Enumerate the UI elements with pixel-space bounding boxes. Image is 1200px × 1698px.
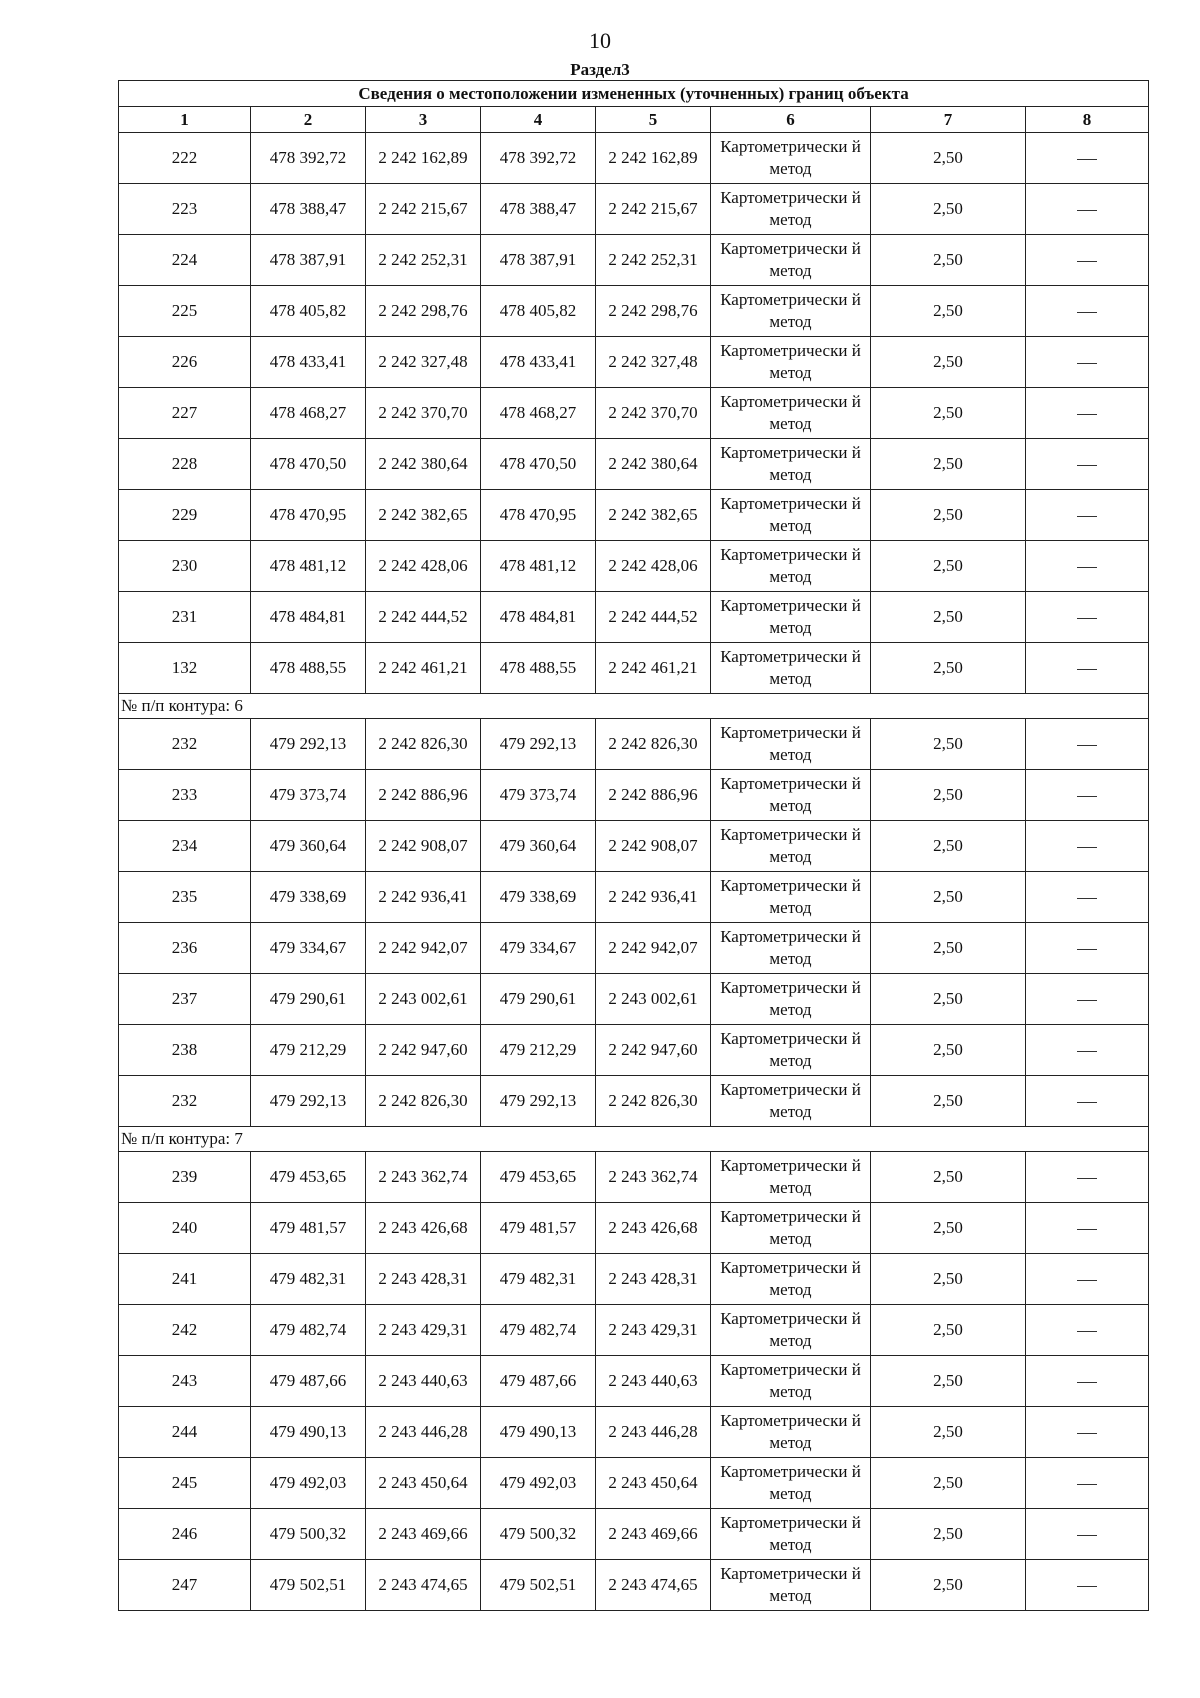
method-cell: Картометрически й метод [711,592,871,643]
description-cell [1026,541,1149,592]
point-number-cell: 132 [119,643,251,694]
column-header: 4 [481,107,596,133]
accuracy-cell: 2,50 [871,1356,1026,1407]
x-coordinate-new-cell: 478 484,81 [481,592,596,643]
table-row [119,770,1149,821]
accuracy-cell: 2,50 [871,1025,1026,1076]
point-number-cell: 227 [119,388,251,439]
y-coordinate-cell: 2 242 908,07 [366,821,481,872]
dash-icon [1077,669,1097,670]
description-cell [1026,1076,1149,1127]
method-cell: Картометрически й метод [711,1305,871,1356]
table-row [119,235,1149,286]
y-coordinate-cell: 2 243 450,64 [366,1458,481,1509]
method-cell: Картометрически й метод [711,719,871,770]
y-coordinate-cell: 2 242 162,89 [366,133,481,184]
table-row [119,490,1149,541]
y-coordinate-new-cell: 2 242 826,30 [596,1076,711,1127]
dash-icon [1077,1535,1097,1536]
point-number-cell: 247 [119,1560,251,1611]
y-coordinate-cell: 2 242 252,31 [366,235,481,286]
y-coordinate-cell: 2 243 426,68 [366,1203,481,1254]
table-row [119,1356,1149,1407]
x-coordinate-cell: 479 334,67 [251,923,366,974]
accuracy-cell: 2,50 [871,821,1026,872]
y-coordinate-new-cell: 2 243 440,63 [596,1356,711,1407]
x-coordinate-new-cell: 479 492,03 [481,1458,596,1509]
x-coordinate-cell: 478 488,55 [251,643,366,694]
table-row [119,1458,1149,1509]
accuracy-cell: 2,50 [871,974,1026,1025]
x-coordinate-cell: 479 292,13 [251,719,366,770]
y-coordinate-new-cell: 2 242 428,06 [596,541,711,592]
point-number-cell: 239 [119,1152,251,1203]
description-cell [1026,439,1149,490]
accuracy-cell: 2,50 [871,923,1026,974]
description-cell [1026,133,1149,184]
x-coordinate-cell: 479 492,03 [251,1458,366,1509]
dash-icon [1077,618,1097,619]
description-cell [1026,388,1149,439]
table-row [119,1407,1149,1458]
y-coordinate-cell: 2 243 440,63 [366,1356,481,1407]
x-coordinate-new-cell: 479 292,13 [481,719,596,770]
y-coordinate-new-cell: 2 243 474,65 [596,1560,711,1611]
y-coordinate-new-cell: 2 242 252,31 [596,235,711,286]
dash-icon [1077,745,1097,746]
x-coordinate-new-cell: 478 405,82 [481,286,596,337]
y-coordinate-cell: 2 242 444,52 [366,592,481,643]
description-cell [1026,1356,1149,1407]
column-header: 3 [366,107,481,133]
dash-icon [1077,1331,1097,1332]
point-number-cell: 243 [119,1356,251,1407]
table-body [119,133,1149,1611]
description-cell [1026,974,1149,1025]
accuracy-cell: 2,50 [871,1203,1026,1254]
point-number-cell: 224 [119,235,251,286]
y-coordinate-new-cell: 2 242 908,07 [596,821,711,872]
method-cell: Картометрически й метод [711,1203,871,1254]
method-cell: Картометрически й метод [711,1152,871,1203]
method-cell: Картометрически й метод [711,541,871,592]
column-header: 5 [596,107,711,133]
point-number-cell: 226 [119,337,251,388]
description-cell [1026,235,1149,286]
method-cell: Картометрически й метод [711,974,871,1025]
method-cell: Картометрически й метод [711,1254,871,1305]
x-coordinate-cell: 478 470,95 [251,490,366,541]
description-cell [1026,821,1149,872]
y-coordinate-cell: 2 242 382,65 [366,490,481,541]
y-coordinate-new-cell: 2 242 382,65 [596,490,711,541]
table-row [119,133,1149,184]
page-number: 10 [589,28,611,53]
x-coordinate-cell: 479 482,31 [251,1254,366,1305]
point-number-cell: 225 [119,286,251,337]
description-cell [1026,1305,1149,1356]
y-coordinate-new-cell: 2 242 826,30 [596,719,711,770]
accuracy-cell: 2,50 [871,1509,1026,1560]
y-coordinate-new-cell: 2 242 942,07 [596,923,711,974]
y-coordinate-new-cell: 2 242 370,70 [596,388,711,439]
x-coordinate-cell: 478 484,81 [251,592,366,643]
x-coordinate-new-cell: 478 468,27 [481,388,596,439]
y-coordinate-new-cell: 2 242 936,41 [596,872,711,923]
description-cell [1026,719,1149,770]
column-header: 2 [251,107,366,133]
accuracy-cell: 2,50 [871,1305,1026,1356]
y-coordinate-new-cell: 2 242 461,21 [596,643,711,694]
x-coordinate-new-cell: 479 482,74 [481,1305,596,1356]
table-row [119,821,1149,872]
description-cell [1026,643,1149,694]
y-coordinate-cell: 2 242 215,67 [366,184,481,235]
column-header-row [119,107,1149,133]
dash-icon [1077,465,1097,466]
description-cell [1026,286,1149,337]
point-number-cell: 244 [119,1407,251,1458]
description-cell [1026,1152,1149,1203]
method-cell: Картометрически й метод [711,133,871,184]
accuracy-cell: 2,50 [871,1254,1026,1305]
point-number-cell: 233 [119,770,251,821]
description-cell [1026,1407,1149,1458]
method-cell: Картометрически й метод [711,235,871,286]
accuracy-cell: 2,50 [871,770,1026,821]
accuracy-cell: 2,50 [871,719,1026,770]
table-row [119,923,1149,974]
y-coordinate-new-cell: 2 243 002,61 [596,974,711,1025]
table-row [119,1152,1149,1203]
y-coordinate-new-cell: 2 243 428,31 [596,1254,711,1305]
point-number-cell: 232 [119,719,251,770]
method-cell: Картометрически й метод [711,388,871,439]
y-coordinate-cell: 2 243 002,61 [366,974,481,1025]
x-coordinate-new-cell: 478 433,41 [481,337,596,388]
accuracy-cell: 2,50 [871,1458,1026,1509]
y-coordinate-cell: 2 242 327,48 [366,337,481,388]
y-coordinate-new-cell: 2 243 426,68 [596,1203,711,1254]
accuracy-cell: 2,50 [871,490,1026,541]
table-row [119,439,1149,490]
dash-icon [1077,312,1097,313]
x-coordinate-new-cell: 478 470,95 [481,490,596,541]
x-coordinate-cell: 479 292,13 [251,1076,366,1127]
x-coordinate-cell: 479 338,69 [251,872,366,923]
accuracy-cell: 2,50 [871,388,1026,439]
y-coordinate-cell: 2 242 886,96 [366,770,481,821]
dash-icon [1077,1051,1097,1052]
dash-icon [1077,898,1097,899]
method-cell: Картометрически й метод [711,1356,871,1407]
y-coordinate-cell: 2 243 428,31 [366,1254,481,1305]
dash-icon [1077,796,1097,797]
x-coordinate-new-cell: 479 482,31 [481,1254,596,1305]
method-cell: Картометрически й метод [711,1407,871,1458]
table-row [119,541,1149,592]
y-coordinate-new-cell: 2 242 298,76 [596,286,711,337]
table-row [119,1560,1149,1611]
description-cell [1026,184,1149,235]
point-number-cell: 232 [119,1076,251,1127]
x-coordinate-cell: 479 500,32 [251,1509,366,1560]
x-coordinate-cell: 478 433,41 [251,337,366,388]
x-coordinate-cell: 479 490,13 [251,1407,366,1458]
method-cell: Картометрически й метод [711,1560,871,1611]
table-row [119,592,1149,643]
point-number-cell: 234 [119,821,251,872]
x-coordinate-new-cell: 479 487,66 [481,1356,596,1407]
accuracy-cell: 2,50 [871,872,1026,923]
x-coordinate-cell: 478 481,12 [251,541,366,592]
y-coordinate-cell: 2 242 936,41 [366,872,481,923]
y-coordinate-new-cell: 2 242 215,67 [596,184,711,235]
y-coordinate-new-cell: 2 242 327,48 [596,337,711,388]
method-cell: Картометрически й метод [711,439,871,490]
x-coordinate-cell: 479 373,74 [251,770,366,821]
point-number-cell: 241 [119,1254,251,1305]
description-cell [1026,1509,1149,1560]
point-number-cell: 240 [119,1203,251,1254]
y-coordinate-cell: 2 243 474,65 [366,1560,481,1611]
dash-icon [1077,516,1097,517]
method-cell: Картометрически й метод [711,184,871,235]
accuracy-cell: 2,50 [871,235,1026,286]
column-header: 6 [711,107,871,133]
y-coordinate-cell: 2 242 947,60 [366,1025,481,1076]
method-cell: Картометрически й метод [711,643,871,694]
accuracy-cell: 2,50 [871,133,1026,184]
y-coordinate-cell: 2 242 380,64 [366,439,481,490]
method-cell: Картометрически й метод [711,490,871,541]
table-row [119,1025,1149,1076]
method-cell: Картометрически й метод [711,923,871,974]
x-coordinate-new-cell: 478 488,55 [481,643,596,694]
dash-icon [1077,1382,1097,1383]
contour-row [119,1127,1149,1152]
dash-icon [1077,363,1097,364]
point-number-cell: 236 [119,923,251,974]
y-coordinate-new-cell: 2 243 362,74 [596,1152,711,1203]
y-coordinate-cell: 2 242 942,07 [366,923,481,974]
y-coordinate-cell: 2 243 429,31 [366,1305,481,1356]
x-coordinate-new-cell: 479 338,69 [481,872,596,923]
x-coordinate-cell: 478 392,72 [251,133,366,184]
dash-icon [1077,261,1097,262]
x-coordinate-cell: 479 482,74 [251,1305,366,1356]
x-coordinate-new-cell: 479 490,13 [481,1407,596,1458]
dash-icon [1077,567,1097,568]
x-coordinate-new-cell: 478 392,72 [481,133,596,184]
method-cell: Картометрически й метод [711,286,871,337]
table-row [119,872,1149,923]
x-coordinate-cell: 479 487,66 [251,1356,366,1407]
x-coordinate-new-cell: 479 481,57 [481,1203,596,1254]
column-header: 7 [871,107,1026,133]
x-coordinate-cell: 479 290,61 [251,974,366,1025]
table-caption: Сведения о местоположении измененных (уточненных) границ объекта [119,81,1149,107]
x-coordinate-cell: 478 468,27 [251,388,366,439]
x-coordinate-cell: 478 470,50 [251,439,366,490]
table-row [119,337,1149,388]
table-row [119,974,1149,1025]
x-coordinate-new-cell: 479 360,64 [481,821,596,872]
method-cell: Картометрически й метод [711,1076,871,1127]
point-number-cell: 246 [119,1509,251,1560]
column-header: 8 [1026,107,1149,133]
method-cell: Картометрически й метод [711,1025,871,1076]
table-row [119,388,1149,439]
dash-icon [1077,949,1097,950]
description-cell [1026,1203,1149,1254]
accuracy-cell: 2,50 [871,1407,1026,1458]
dash-icon [1077,1484,1097,1485]
boundary-coordinates-table [118,80,1149,1611]
description-cell [1026,337,1149,388]
y-coordinate-cell: 2 243 362,74 [366,1152,481,1203]
contour-row [119,694,1149,719]
table-row [119,1076,1149,1127]
y-coordinate-cell: 2 243 469,66 [366,1509,481,1560]
description-cell [1026,1254,1149,1305]
description-cell [1026,1458,1149,1509]
table-row [119,1254,1149,1305]
method-cell: Картометрически й метод [711,1458,871,1509]
column-header: 1 [119,107,251,133]
description-cell [1026,1560,1149,1611]
table-row [119,1509,1149,1560]
dash-icon [1077,159,1097,160]
description-cell [1026,490,1149,541]
table-row [119,286,1149,337]
point-number-cell: 238 [119,1025,251,1076]
description-cell [1026,1025,1149,1076]
point-number-cell: 237 [119,974,251,1025]
y-coordinate-new-cell: 2 243 450,64 [596,1458,711,1509]
y-coordinate-new-cell: 2 243 429,31 [596,1305,711,1356]
point-number-cell: 231 [119,592,251,643]
description-cell [1026,923,1149,974]
x-coordinate-cell: 479 453,65 [251,1152,366,1203]
y-coordinate-cell: 2 242 826,30 [366,1076,481,1127]
accuracy-cell: 2,50 [871,286,1026,337]
point-number-cell: 242 [119,1305,251,1356]
dash-icon [1077,1229,1097,1230]
y-coordinate-cell: 2 242 298,76 [366,286,481,337]
x-coordinate-cell: 479 360,64 [251,821,366,872]
table-row [119,643,1149,694]
accuracy-cell: 2,50 [871,1076,1026,1127]
x-coordinate-cell: 478 405,82 [251,286,366,337]
x-coordinate-new-cell: 478 481,12 [481,541,596,592]
method-cell: Картометрически й метод [711,872,871,923]
table-row [119,1203,1149,1254]
y-coordinate-cell: 2 243 446,28 [366,1407,481,1458]
point-number-cell: 230 [119,541,251,592]
y-coordinate-new-cell: 2 242 947,60 [596,1025,711,1076]
y-coordinate-new-cell: 2 242 886,96 [596,770,711,821]
y-coordinate-cell: 2 242 370,70 [366,388,481,439]
x-coordinate-new-cell: 479 373,74 [481,770,596,821]
dash-icon [1077,1102,1097,1103]
description-cell [1026,770,1149,821]
table-row [119,1305,1149,1356]
table-row [119,184,1149,235]
dash-icon [1077,414,1097,415]
method-cell: Картометрически й метод [711,770,871,821]
y-coordinate-cell: 2 242 428,06 [366,541,481,592]
accuracy-cell: 2,50 [871,439,1026,490]
contour-label: № п/п контура: 6 [119,694,1149,719]
table-row [119,719,1149,770]
y-coordinate-new-cell: 2 242 444,52 [596,592,711,643]
x-coordinate-cell: 479 481,57 [251,1203,366,1254]
description-cell [1026,872,1149,923]
point-number-cell: 222 [119,133,251,184]
method-cell: Картометрически й метод [711,337,871,388]
dash-icon [1077,210,1097,211]
x-coordinate-new-cell: 478 470,50 [481,439,596,490]
y-coordinate-cell: 2 242 826,30 [366,719,481,770]
method-cell: Картометрически й метод [711,821,871,872]
accuracy-cell: 2,50 [871,337,1026,388]
x-coordinate-new-cell: 479 500,32 [481,1509,596,1560]
point-number-cell: 245 [119,1458,251,1509]
section-title: Раздел3 [570,60,630,79]
x-coordinate-cell: 479 212,29 [251,1025,366,1076]
y-coordinate-new-cell: 2 243 446,28 [596,1407,711,1458]
x-coordinate-cell: 478 388,47 [251,184,366,235]
x-coordinate-new-cell: 479 290,61 [481,974,596,1025]
x-coordinate-new-cell: 479 334,67 [481,923,596,974]
description-cell [1026,592,1149,643]
point-number-cell: 229 [119,490,251,541]
accuracy-cell: 2,50 [871,592,1026,643]
accuracy-cell: 2,50 [871,643,1026,694]
y-coordinate-new-cell: 2 242 380,64 [596,439,711,490]
y-coordinate-cell: 2 242 461,21 [366,643,481,694]
accuracy-cell: 2,50 [871,1560,1026,1611]
x-coordinate-new-cell: 479 502,51 [481,1560,596,1611]
point-number-cell: 235 [119,872,251,923]
dash-icon [1077,1000,1097,1001]
accuracy-cell: 2,50 [871,541,1026,592]
method-cell: Картометрически й метод [711,1509,871,1560]
x-coordinate-new-cell: 478 387,91 [481,235,596,286]
y-coordinate-new-cell: 2 243 469,66 [596,1509,711,1560]
y-coordinate-new-cell: 2 242 162,89 [596,133,711,184]
x-coordinate-cell: 478 387,91 [251,235,366,286]
dash-icon [1077,1586,1097,1587]
point-number-cell: 223 [119,184,251,235]
x-coordinate-new-cell: 479 212,29 [481,1025,596,1076]
dash-icon [1077,1433,1097,1434]
point-number-cell: 228 [119,439,251,490]
x-coordinate-new-cell: 479 292,13 [481,1076,596,1127]
accuracy-cell: 2,50 [871,1152,1026,1203]
x-coordinate-new-cell: 479 453,65 [481,1152,596,1203]
dash-icon [1077,1280,1097,1281]
x-coordinate-new-cell: 478 388,47 [481,184,596,235]
contour-label: № п/п контура: 7 [119,1127,1149,1152]
accuracy-cell: 2,50 [871,184,1026,235]
dash-icon [1077,1178,1097,1179]
x-coordinate-cell: 479 502,51 [251,1560,366,1611]
dash-icon [1077,847,1097,848]
